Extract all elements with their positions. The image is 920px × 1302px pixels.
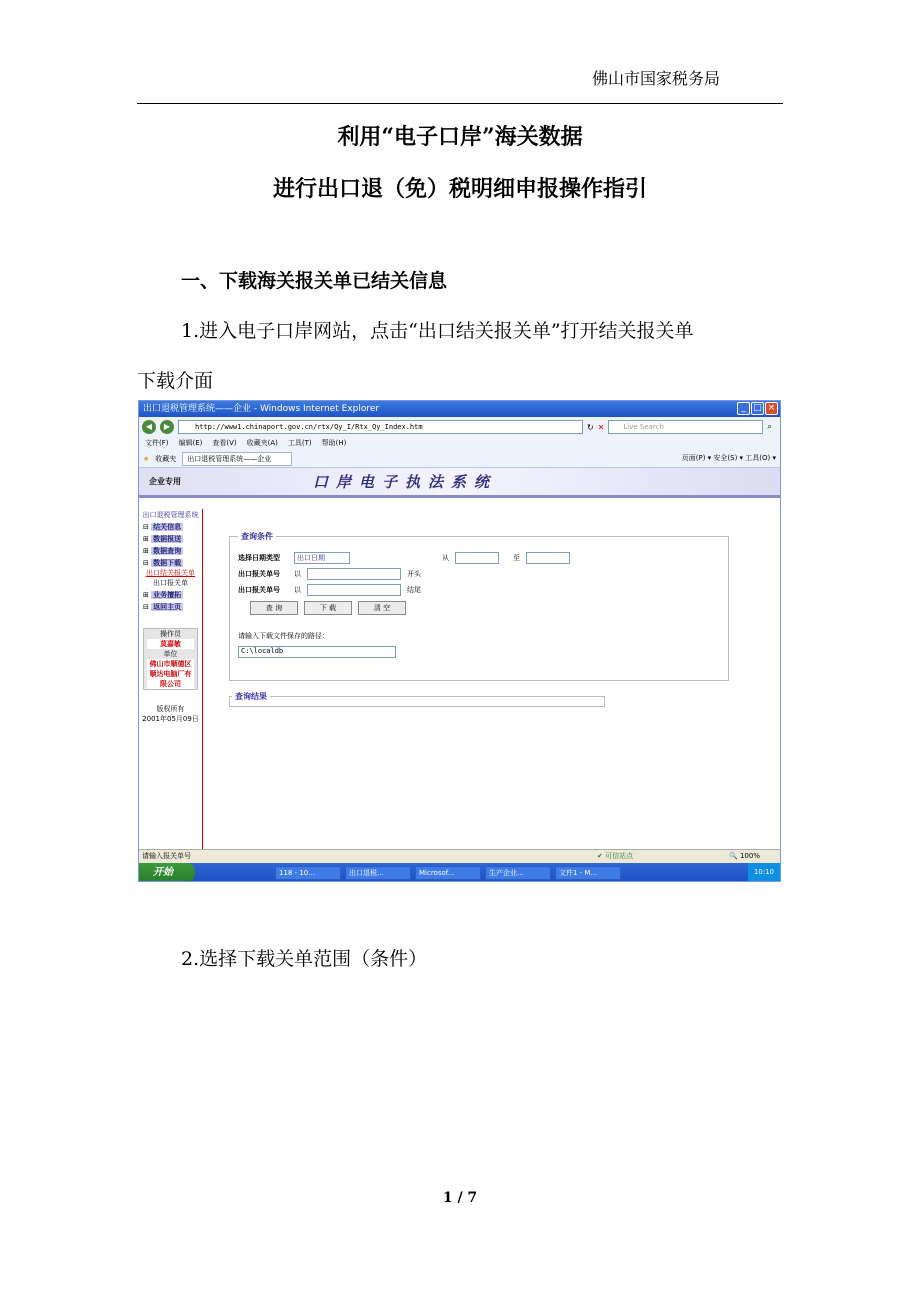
clock: 10:10 (748, 863, 780, 882)
browser-tab: 出口退税管理系统——企业 (182, 452, 292, 466)
menu-file: 文件(F) (145, 439, 169, 447)
sidebar-head: 出口退税管理系统 (142, 511, 199, 519)
sidebar-item: ⊟ 数据下载 (143, 559, 182, 567)
section1-para-cont: 下载介面 (137, 370, 214, 392)
section1-heading: 一、下载海关报关单已结关信息 (181, 270, 448, 292)
clear-button: 清 空 (358, 601, 406, 615)
sidebar-sub-item: 出口报关单 (153, 579, 188, 587)
refresh-icon: ↻ (587, 422, 594, 432)
sidebar (139, 509, 203, 849)
date-type-select: 出口日期 (294, 552, 350, 564)
start-button: 开始 (139, 863, 195, 882)
command-bar: 页面(P) ▾ 安全(S) ▾ 工具(O) ▾ (681, 454, 776, 462)
sidebar-item: ⊞ 数据报送 (143, 535, 182, 543)
sidebar-sub-link: 出口结关报关单 (146, 569, 195, 577)
task-item: 118 - 10... (275, 866, 341, 880)
favorites-bar (139, 450, 780, 468)
url-field: http://www1.chinaport.gov.cn/rtx/Qy_I/Rtx_Qy_Index.htm (178, 420, 583, 434)
title-line1: 利用“电子口岸”海关数据 (337, 124, 583, 150)
maximize-icon: □ (751, 402, 764, 415)
date-from-field (455, 552, 499, 564)
title-line2: 进行出口退（免）税明细申报操作指引 (272, 176, 647, 202)
menu-help: 帮助(H) (321, 439, 347, 447)
operator-box: 操作员 莫嘉敏 单位 佛山市顺德区顺达电脑厂有限公司 (143, 628, 198, 690)
page-number: 1 / 7 (442, 1190, 478, 1206)
header-rule (137, 103, 783, 104)
page-body (139, 509, 780, 849)
address-bar (139, 417, 780, 437)
favorites-label: 收藏夹 (155, 454, 177, 463)
search-icon: ⌕ (767, 422, 772, 431)
task-item: 文件1 - M... (555, 866, 621, 880)
stop-icon: ✕ (597, 422, 605, 432)
ie-titlebar (139, 401, 780, 417)
close-icon: × (765, 402, 778, 415)
path-field: C:\localdb (238, 646, 396, 658)
taskbar (139, 863, 780, 882)
result-box: 查询结果 (229, 691, 605, 707)
banner-title: 口岸电子执法系统 (313, 473, 498, 491)
query-box: 查询条件 选择日期类型 出口日期 从 至 出口报关单号 以 开头 出口报关单号 以 结尾 查 询 下 载 清 空 请输入下载文件保存的路径： C:\localdb (229, 531, 729, 681)
search-field: Live Search (608, 420, 763, 434)
menu-tools: 工具(T) (287, 439, 312, 447)
menu-view: 查看(V) (212, 439, 237, 447)
task-item: 生产企业... (485, 866, 551, 880)
download-button: 下 载 (304, 601, 352, 615)
embedded-screenshot (138, 400, 781, 882)
date-to-field (526, 552, 570, 564)
forward-icon: ▶ (160, 420, 174, 434)
banner-left: 企业专用 (149, 477, 181, 486)
menu-bar (139, 437, 780, 450)
prefix-field (307, 568, 401, 580)
window-title: 出口退税管理系统——企业 - Windows Internet Explorer (143, 404, 380, 414)
section2-para: 2.选择下载关单范围（条件） (181, 948, 428, 970)
minimize-icon: _ (737, 402, 750, 415)
task-item: Microsof... (415, 866, 481, 880)
menu-favorites: 收藏夹(A) (246, 439, 278, 447)
section1-para: 1.进入电子口岸网站，点击“出口结关报关单”打开结关报关单 (181, 320, 694, 342)
site-banner (139, 468, 780, 498)
suffix-field (307, 584, 401, 596)
copyright-date: 2001年05月09日 (142, 715, 199, 723)
menu-edit: 编辑(E) (178, 439, 203, 447)
copyright: 版权所有 (156, 705, 185, 713)
sidebar-item: ⊞ 业务擅拓 (143, 591, 182, 599)
query-area (229, 531, 729, 707)
star-icon: ★ (143, 454, 150, 463)
back-icon: ◀ (142, 420, 156, 434)
sidebar-item: ⊞ 数据查询 (143, 547, 182, 555)
status-bar: 请输入报关单号 ✔ 可信站点 🔍 100% (139, 849, 780, 863)
task-item: 出口退税... (345, 866, 411, 880)
header-org: 佛山市国家税务局 (591, 69, 720, 88)
sidebar-item: ⊟ 结关信息 (143, 523, 182, 531)
sidebar-item: ⊟ 返回主页 (143, 603, 182, 611)
query-button: 查 询 (250, 601, 298, 615)
